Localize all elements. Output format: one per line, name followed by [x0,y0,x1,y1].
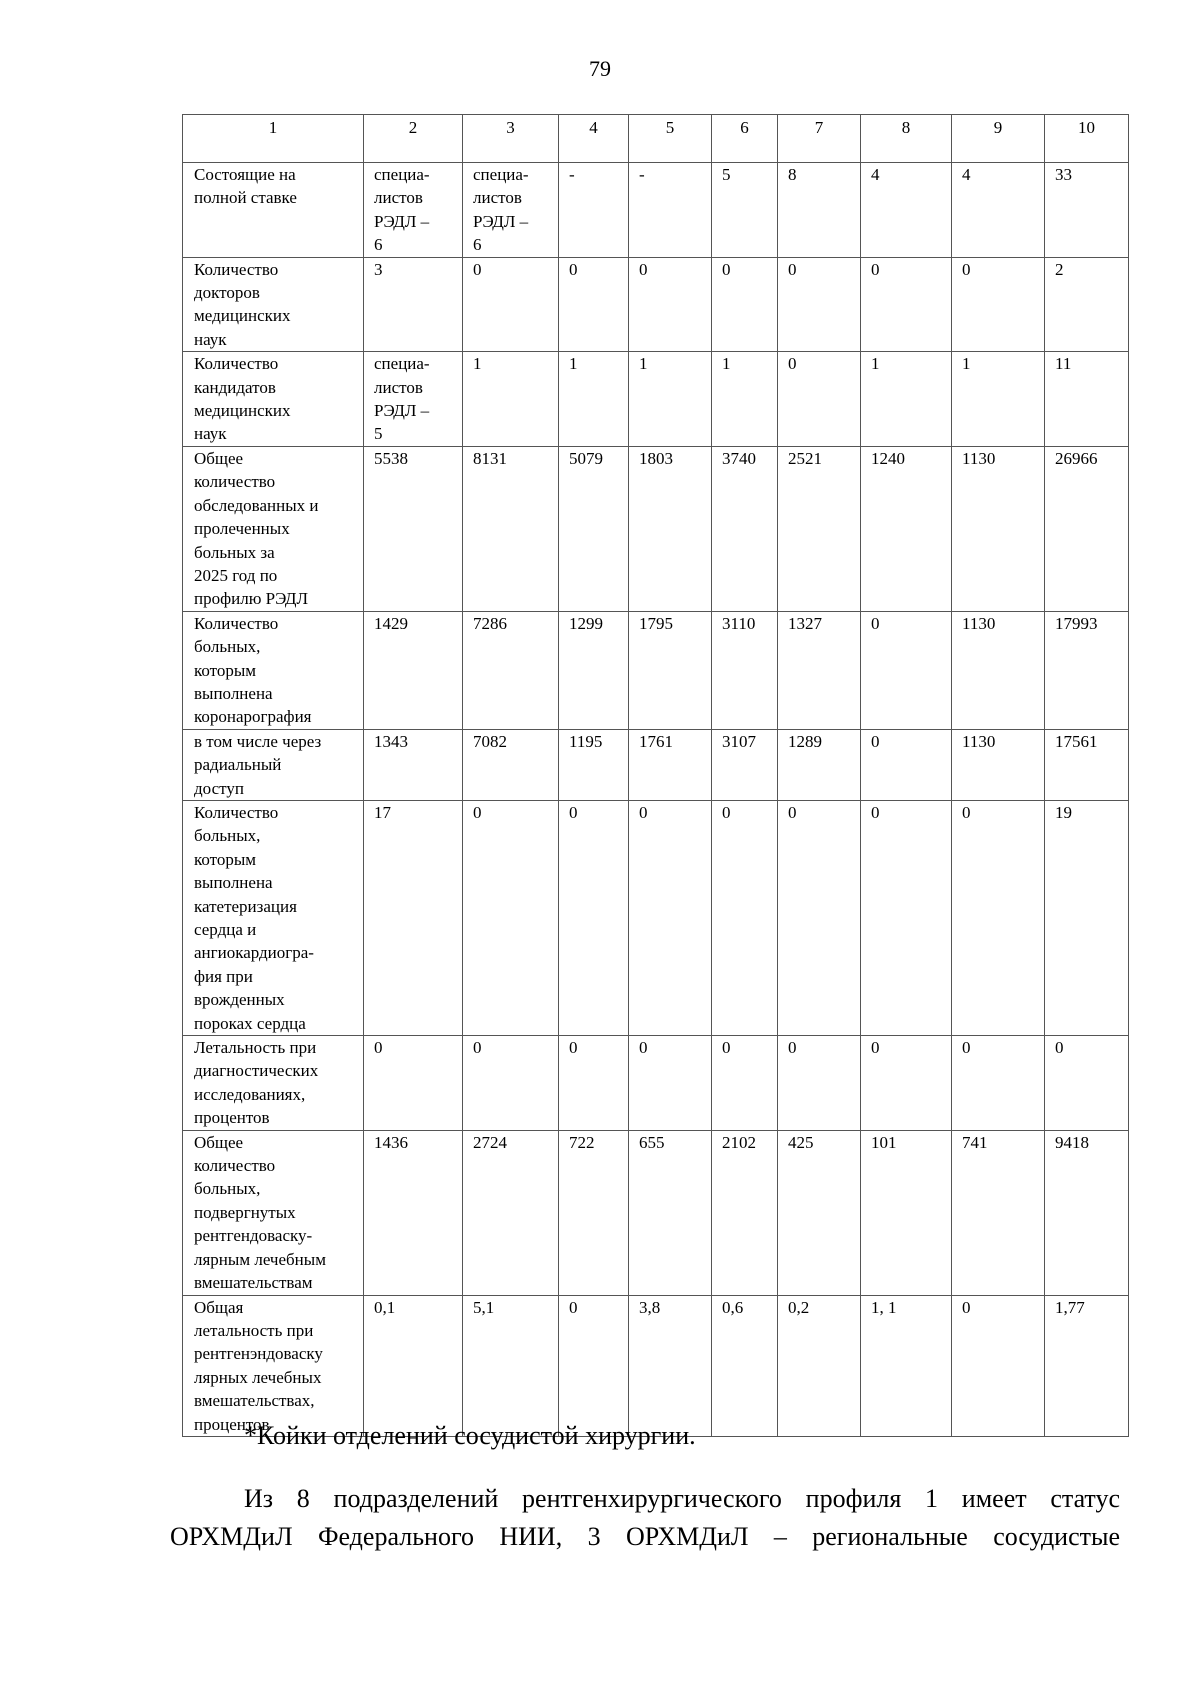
cell-value: 0 [722,1038,731,1058]
cell-value: 1195 [569,731,603,751]
table-cell [952,1130,1045,1295]
table-cell [1045,446,1129,611]
cell-value: 17561 [1055,731,1098,751]
cell-value: 0 [788,1038,797,1058]
row-label-line: диагностических [194,1061,319,1081]
cell-value: 1 [962,354,971,374]
cell-value: 0 [871,731,880,751]
row-label-line: кандидатов [194,377,276,397]
cell-value: 6 [473,235,482,255]
table-cell [364,446,463,611]
row-label-line: процентов [194,1108,270,1128]
row-label [183,1295,364,1436]
table-row [183,1130,1129,1295]
table-cell [778,446,861,611]
table-cell [1045,800,1129,1035]
table-row [183,800,1129,1035]
table-row [183,446,1129,611]
table-cell [463,800,559,1035]
row-label-line: выполнена [194,873,273,893]
table-cell [712,352,778,447]
cell-value: 7082 [473,731,507,751]
row-label-line: которым [194,660,257,680]
row-label-line: больных, [194,1179,261,1199]
table-cell [778,1295,861,1436]
cell-value: 1761 [639,731,673,751]
cell-value: 0 [871,802,880,822]
table-cell [1045,729,1129,800]
table-cell [463,163,559,258]
table-cell [559,611,629,729]
row-label-line: летальность при [194,1320,314,1340]
cell-value: РЭДЛ – [473,211,529,231]
row-label-line: медицинских [194,401,291,421]
row-label-line: врожденных [194,990,285,1010]
table-cell [559,729,629,800]
row-label-line: профилю РЭДЛ [194,589,309,609]
table-cell [778,352,861,447]
table-row [183,257,1129,352]
cell-value: 1130 [962,448,996,468]
cell-value: 3,8 [639,1297,661,1317]
cell-value: 2 [1055,259,1064,279]
table-cell [712,729,778,800]
row-label-line: процентов [194,1414,270,1434]
row-label-line: сердца и [194,920,257,939]
cell-value: 1299 [569,613,603,633]
cell-value: 1795 [639,613,673,633]
row-label-line: обследованных и [194,495,319,515]
table-cell [629,611,712,729]
row-label-line: лярных лечебных [194,1367,322,1387]
cell-value: 0 [569,259,578,279]
cell-value: 5538 [374,448,408,468]
table-cell [559,446,629,611]
column-header: 8 [861,115,952,163]
cell-value: 1 [722,354,731,374]
cell-value: 6 [374,235,383,255]
table-header-row [183,115,1129,163]
row-label-line: наук [194,424,227,444]
table-cell [952,352,1045,447]
cell-value: 1,77 [1055,1297,1085,1317]
table-row [183,729,1129,800]
table-cell [712,611,778,729]
table-cell [712,1130,778,1295]
cell-value: 0 [722,802,731,822]
footnote: *Койки отделений сосудистой хирургии. [244,1421,696,1450]
cell-value: 4 [871,165,880,184]
row-label-line: количество [194,1156,276,1176]
cell-value: 1130 [962,731,996,751]
table-cell [861,800,952,1035]
cell-value: 0 [569,802,578,822]
table-cell [463,1036,559,1131]
row-label-line: больных, [194,637,261,657]
cell-value: 4 [962,165,971,184]
cell-value: 1803 [639,448,673,468]
cell-value: 1343 [374,731,408,751]
cell-value: 9418 [1055,1132,1089,1152]
table-cell [364,729,463,800]
row-label-line: радиальный [194,755,282,775]
cell-value: 0 [569,1297,578,1317]
cell-value: РЭДЛ – [374,211,430,231]
table-cell [364,800,463,1035]
row-label-line: выполнена [194,683,273,703]
row-label-line: 2025 год по [194,565,278,585]
cell-value: 2724 [473,1132,507,1152]
table-cell [712,1295,778,1436]
table-row [183,611,1129,729]
table-cell [629,1295,712,1436]
cell-value: 425 [788,1132,814,1152]
cell-value: 17993 [1055,613,1098,633]
cell-value: 0 [788,354,797,374]
table-cell [778,1036,861,1131]
table-cell [364,257,463,352]
cell-value: 3107 [722,731,756,751]
cell-value: РЭДЛ – [374,401,430,421]
table-cell [559,257,629,352]
cell-value: 5 [374,424,383,444]
cell-value: 0 [473,259,482,279]
table-cell [861,1295,952,1436]
table-cell [861,1130,952,1295]
table-cell [861,1036,952,1131]
cell-value: 0,6 [722,1297,744,1317]
column-header: 7 [778,115,861,163]
cell-value: 5 [722,165,731,184]
column-header: 5 [629,115,712,163]
row-label [183,163,364,258]
table-cell [1045,163,1129,258]
cell-value: 0 [639,259,648,279]
table-cell [1045,1295,1129,1436]
table-row [183,352,1129,447]
table-cell [712,800,778,1035]
table-cell [1045,257,1129,352]
row-label-line: полной ставке [194,188,297,208]
cell-value: 11 [1055,354,1072,374]
table-cell [463,611,559,729]
column-header: 9 [952,115,1045,163]
column-header: 3 [463,115,559,163]
cell-value: 17 [374,802,391,822]
column-header: 2 [364,115,463,163]
cell-value: 8 [788,165,797,184]
table-cell [861,352,952,447]
row-label-line: исследованиях, [194,1084,306,1104]
row-label-line: коронарография [194,707,312,727]
row-label-line: лярным лечебным [194,1249,326,1269]
row-label-line: Количество [194,354,279,374]
row-label-line: Общее [194,1132,244,1152]
row-label-line: докторов [194,283,260,303]
cell-value: 33 [1055,165,1072,184]
row-label-line: Количество [194,613,279,633]
row-label-line: количество [194,472,276,492]
row-label [183,352,364,447]
row-label-line: Общая [194,1297,244,1317]
table-cell [778,800,861,1035]
cell-value: 5,1 [473,1297,495,1317]
table-cell [778,163,861,258]
table-cell [364,1130,463,1295]
table-cell [559,1130,629,1295]
table-cell [629,729,712,800]
table-cell [778,257,861,352]
table-cell [952,446,1045,611]
row-label-line: подвергнутых [194,1202,296,1222]
table-cell [1045,611,1129,729]
cell-value: 0,1 [374,1297,396,1317]
table-cell [1045,352,1129,447]
table-cell [463,352,559,447]
cell-value: 1327 [788,613,822,633]
table-cell [463,1130,559,1295]
cell-value: 0,2 [788,1297,810,1317]
cell-value: специа- [374,354,430,374]
row-label-line: рентгенэндоваску [194,1344,323,1364]
cell-value: 2102 [722,1132,756,1152]
cell-value: 0 [639,1038,648,1058]
row-label [183,611,364,729]
row-label [183,446,364,611]
table-cell [778,729,861,800]
cell-value: 1289 [788,731,822,751]
table-cell [629,352,712,447]
cell-value: 1130 [962,613,996,633]
table-cell [364,1295,463,1436]
row-label-line: вмешательствам [194,1273,313,1293]
row-label-line: Количество [194,259,279,279]
table-cell [861,257,952,352]
table-cell [364,611,463,729]
cell-value: 0 [374,1038,383,1058]
row-label-line: пролеченных [194,519,290,539]
cell-value: 0 [722,259,731,279]
row-label [183,729,364,800]
table-cell [463,257,559,352]
column-header: 6 [712,115,778,163]
cell-value: 0 [569,1038,578,1058]
row-label-line: Летальность при [194,1038,317,1058]
cell-value: 0 [788,802,797,822]
cell-value: 7286 [473,613,507,633]
cell-value: 1 [871,354,880,374]
cell-value: 1240 [871,448,905,468]
cell-value: - [569,165,575,184]
cell-value: 5079 [569,448,603,468]
cell-value: 1436 [374,1132,408,1152]
table-cell [559,1295,629,1436]
cell-value: 655 [639,1132,665,1152]
row-label [183,1130,364,1295]
row-label-line: пороках сердца [194,1013,306,1033]
table-body [183,163,1129,1437]
column-header: 1 [183,115,364,163]
cell-value: 3110 [722,613,756,633]
cell-value: специа- [473,165,529,184]
row-label [183,257,364,352]
table-cell [712,446,778,611]
row-label-line: которым [194,849,257,869]
table-cell [952,257,1045,352]
cell-value: 741 [962,1132,988,1152]
cell-value: 101 [871,1132,897,1152]
table-cell [629,257,712,352]
cell-value: 0 [871,1038,880,1058]
table-cell [712,163,778,258]
row-label-line: Количество [194,802,279,822]
row-label-line: вмешательствах, [194,1391,315,1411]
table-cell [629,163,712,258]
table-cell [1045,1036,1129,1131]
table-row [183,1295,1129,1436]
cell-value: 8131 [473,448,507,468]
cell-value: 0 [962,259,971,279]
row-label-line: наук [194,329,227,349]
cell-value: 0 [871,613,880,633]
table-cell [364,163,463,258]
table-cell [559,800,629,1035]
row-label-line: ангиокардиогра- [194,943,314,963]
row-label-line: Состоящие на [194,165,296,184]
cell-value: листов [374,188,423,208]
row-label-line: фия при [194,966,253,986]
data-table [182,114,1129,1437]
table-cell [559,163,629,258]
table-cell [1045,1130,1129,1295]
table-cell [629,446,712,611]
table-cell [559,1036,629,1131]
row-label-line: медицинских [194,306,291,326]
row-label-line: больных за [194,542,275,562]
table-cell [629,1036,712,1131]
cell-value: 0 [639,802,648,822]
cell-value: 1 [569,354,578,374]
table-cell [463,729,559,800]
cell-value: листов [473,188,522,208]
table-cell [861,446,952,611]
table-cell [629,800,712,1035]
row-label [183,800,364,1035]
row-label [183,1036,364,1131]
row-label-line: в том числе через [194,731,322,751]
table-cell [861,611,952,729]
table-cell [778,1130,861,1295]
cell-value: 0 [962,1038,971,1058]
table-cell [463,1295,559,1436]
table-cell [629,1130,712,1295]
cell-value: 0 [962,802,971,822]
cell-value: 1 [473,354,482,374]
cell-value: 0 [473,1038,482,1058]
cell-value: 19 [1055,802,1072,822]
row-label-line: доступ [194,778,244,798]
table-cell [712,257,778,352]
cell-value: 722 [569,1132,595,1152]
cell-value: 26966 [1055,448,1098,468]
table-cell [364,352,463,447]
row-label-line: рентгендоваску- [194,1226,313,1246]
column-header: 4 [559,115,629,163]
table-cell [463,446,559,611]
table-cell [364,1036,463,1131]
table-cell [712,1036,778,1131]
cell-value: специа- [374,165,430,184]
row-label-line: больных, [194,826,261,846]
table-cell [952,1036,1045,1131]
cell-value: 0 [962,1297,971,1317]
cell-value: 3740 [722,448,756,468]
table-row [183,1036,1129,1131]
cell-value: 1, 1 [871,1297,897,1317]
cell-value: 0 [788,259,797,279]
table-cell [861,729,952,800]
row-label-line: катетеризация [194,896,297,916]
column-header: 10 [1045,115,1129,163]
page-number: 79 [589,56,611,81]
table-cell [952,800,1045,1035]
table-cell [952,163,1045,258]
cell-value: листов [374,377,423,397]
paragraph-line: Из 8 подразделений рентгенхирургического профиля 1 имеет статус [244,1484,1120,1513]
cell-value: 3 [374,259,383,279]
table-cell [559,352,629,447]
table-cell [778,611,861,729]
body-paragraph [170,1480,1120,1560]
table-cell [952,611,1045,729]
cell-value: 1429 [374,613,408,633]
table-cell [952,729,1045,800]
row-label-line: Общее [194,448,244,468]
cell-value: 0 [871,259,880,279]
cell-value: - [639,165,645,184]
cell-value: 2521 [788,448,822,468]
cell-value: 0 [1055,1038,1064,1058]
table-cell [861,163,952,258]
cell-value: 1 [639,354,648,374]
table-cell [952,1295,1045,1436]
table-row [183,163,1129,258]
paragraph-line: ОРХМДиЛ Федерального НИИ, 3 ОРХМДиЛ – региональные сосудистые [170,1522,1120,1551]
cell-value: 0 [473,802,482,822]
